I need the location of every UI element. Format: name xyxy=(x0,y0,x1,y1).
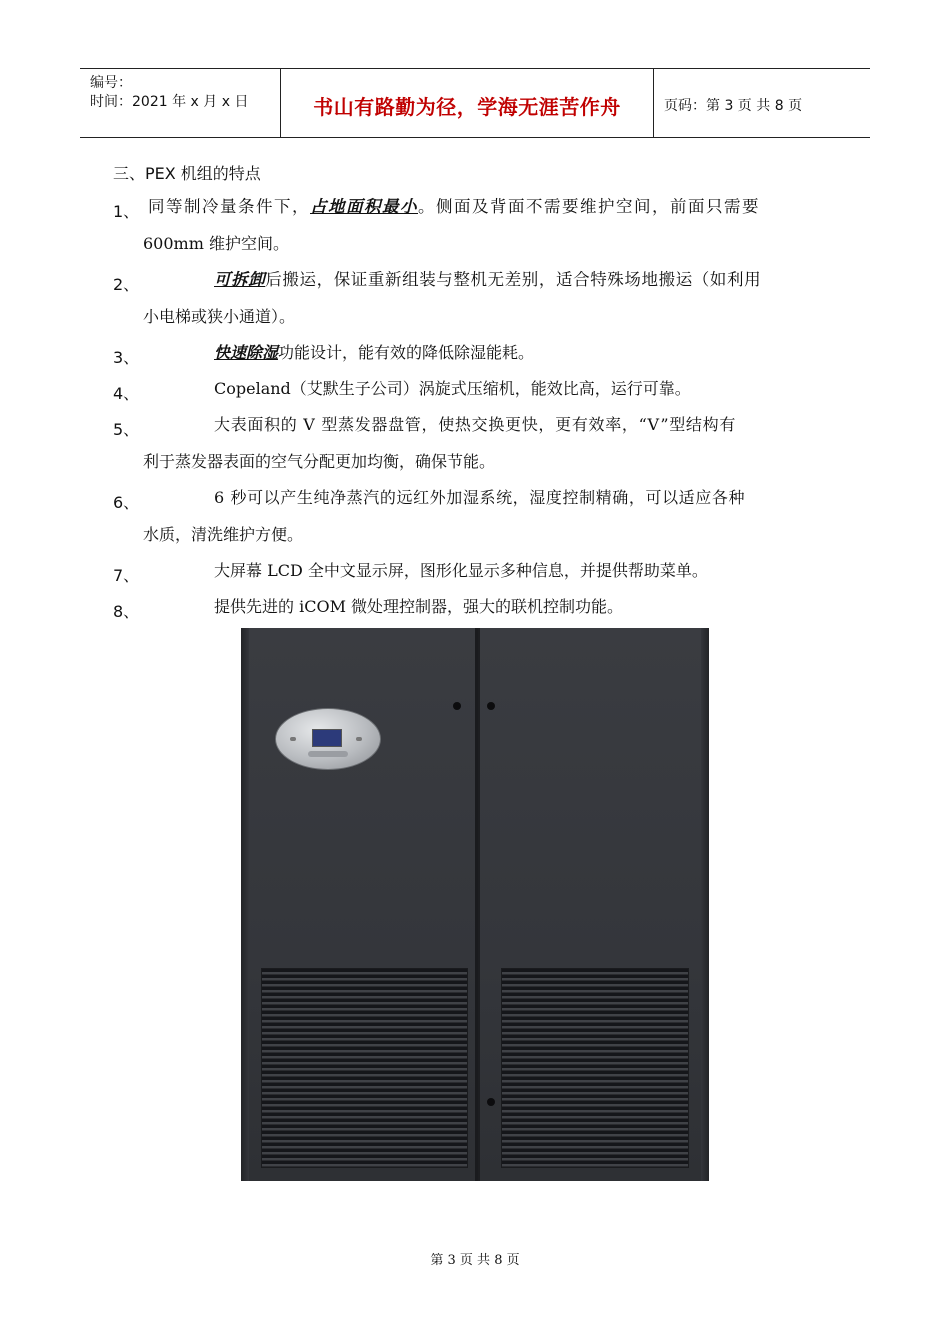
list-item-continuation: 小电梯或狭小通道）。 xyxy=(143,307,296,326)
door-latch-icon xyxy=(487,702,495,710)
list-item-text: 提供先进的 iCOM 微处理控制器，强大的联机控制功能。 xyxy=(214,597,624,616)
text-fragment: 功能设计，能有效的降低除湿能耗。 xyxy=(278,343,535,362)
door-latch-icon xyxy=(487,1098,495,1106)
icom-control-panel xyxy=(275,708,381,770)
header-motto-cell xyxy=(281,69,654,137)
item-number: 5、 xyxy=(113,420,140,439)
item-number: 1、 xyxy=(113,202,140,221)
item-number: 7、 xyxy=(113,566,140,585)
list-item-text xyxy=(214,272,761,289)
text-fragment: 。侧面及背面不需要维护空间，前面只需要 xyxy=(418,197,760,216)
number-label: 编号： xyxy=(90,75,132,91)
item-number: 4、 xyxy=(113,384,140,403)
motto: 书山有路勤为径，学海无涯苦作舟 xyxy=(313,95,621,119)
emphasis-text: 快速除湿 xyxy=(214,343,279,362)
section-title: 三、PEX 机组的特点 xyxy=(113,164,261,183)
panel-button xyxy=(356,737,362,741)
air-conditioner-unit-image xyxy=(241,628,709,1181)
emphasis-text: 可拆卸 xyxy=(214,270,266,289)
cabinet-edge-right xyxy=(701,628,709,1181)
list-item-text: 大屏幕 LCD 全中文显示屏，图形化显示多种信息，并提供帮助菜单。 xyxy=(214,561,708,580)
text-fragment: 后搬运，保证重新组装与整机无差别，适合特殊场地搬运（如利用 xyxy=(265,270,762,289)
text-fragment: 同等制冷量条件下， xyxy=(148,197,310,216)
page-footer: 第 3 页 共 8 页 xyxy=(430,1253,520,1268)
lcd-screen xyxy=(312,729,342,747)
left-louver-grille xyxy=(261,968,468,1168)
header-left-cell xyxy=(80,69,281,137)
list-item-text: 6 秒可以产生纯净蒸汽的远红外加湿系统，湿度控制精确，可以适应各种 xyxy=(214,488,746,507)
emphasis-text: 占地面积最小 xyxy=(310,197,418,216)
list-item-continuation: 600mm 维护空间。 xyxy=(143,234,289,253)
list-item-text xyxy=(214,345,534,361)
panel-keypad xyxy=(308,751,348,757)
page-header xyxy=(80,68,870,138)
cabinet-edge-left xyxy=(241,628,249,1181)
date-label: 时间：2021 年 x 月 x 日 xyxy=(90,94,249,110)
item-number: 2、 xyxy=(113,275,140,294)
door-seam xyxy=(475,628,478,1181)
item-number: 3、 xyxy=(113,348,140,367)
header-right-cell xyxy=(654,69,870,137)
door-latch-icon xyxy=(453,702,461,710)
panel-button xyxy=(290,737,296,741)
list-item-text: 大表面积的 V 型蒸发器盘管，使热交换更快，更有效率，“V”型结构有 xyxy=(214,415,737,434)
item-number: 8、 xyxy=(113,602,140,621)
item-number: 6、 xyxy=(113,493,140,512)
list-item-continuation: 利于蒸发器表面的空气分配更加均衡，确保节能。 xyxy=(143,452,496,471)
page-label: 页码：第 3 页 共 8 页 xyxy=(664,98,803,114)
list-item-continuation: 水质，清洗维护方便。 xyxy=(143,525,304,544)
list-item-text: Copeland（艾默生子公司）涡旋式压缩机，能效比高，运行可靠。 xyxy=(214,379,691,398)
list-item-text xyxy=(148,199,760,216)
right-louver-grille xyxy=(501,968,689,1168)
